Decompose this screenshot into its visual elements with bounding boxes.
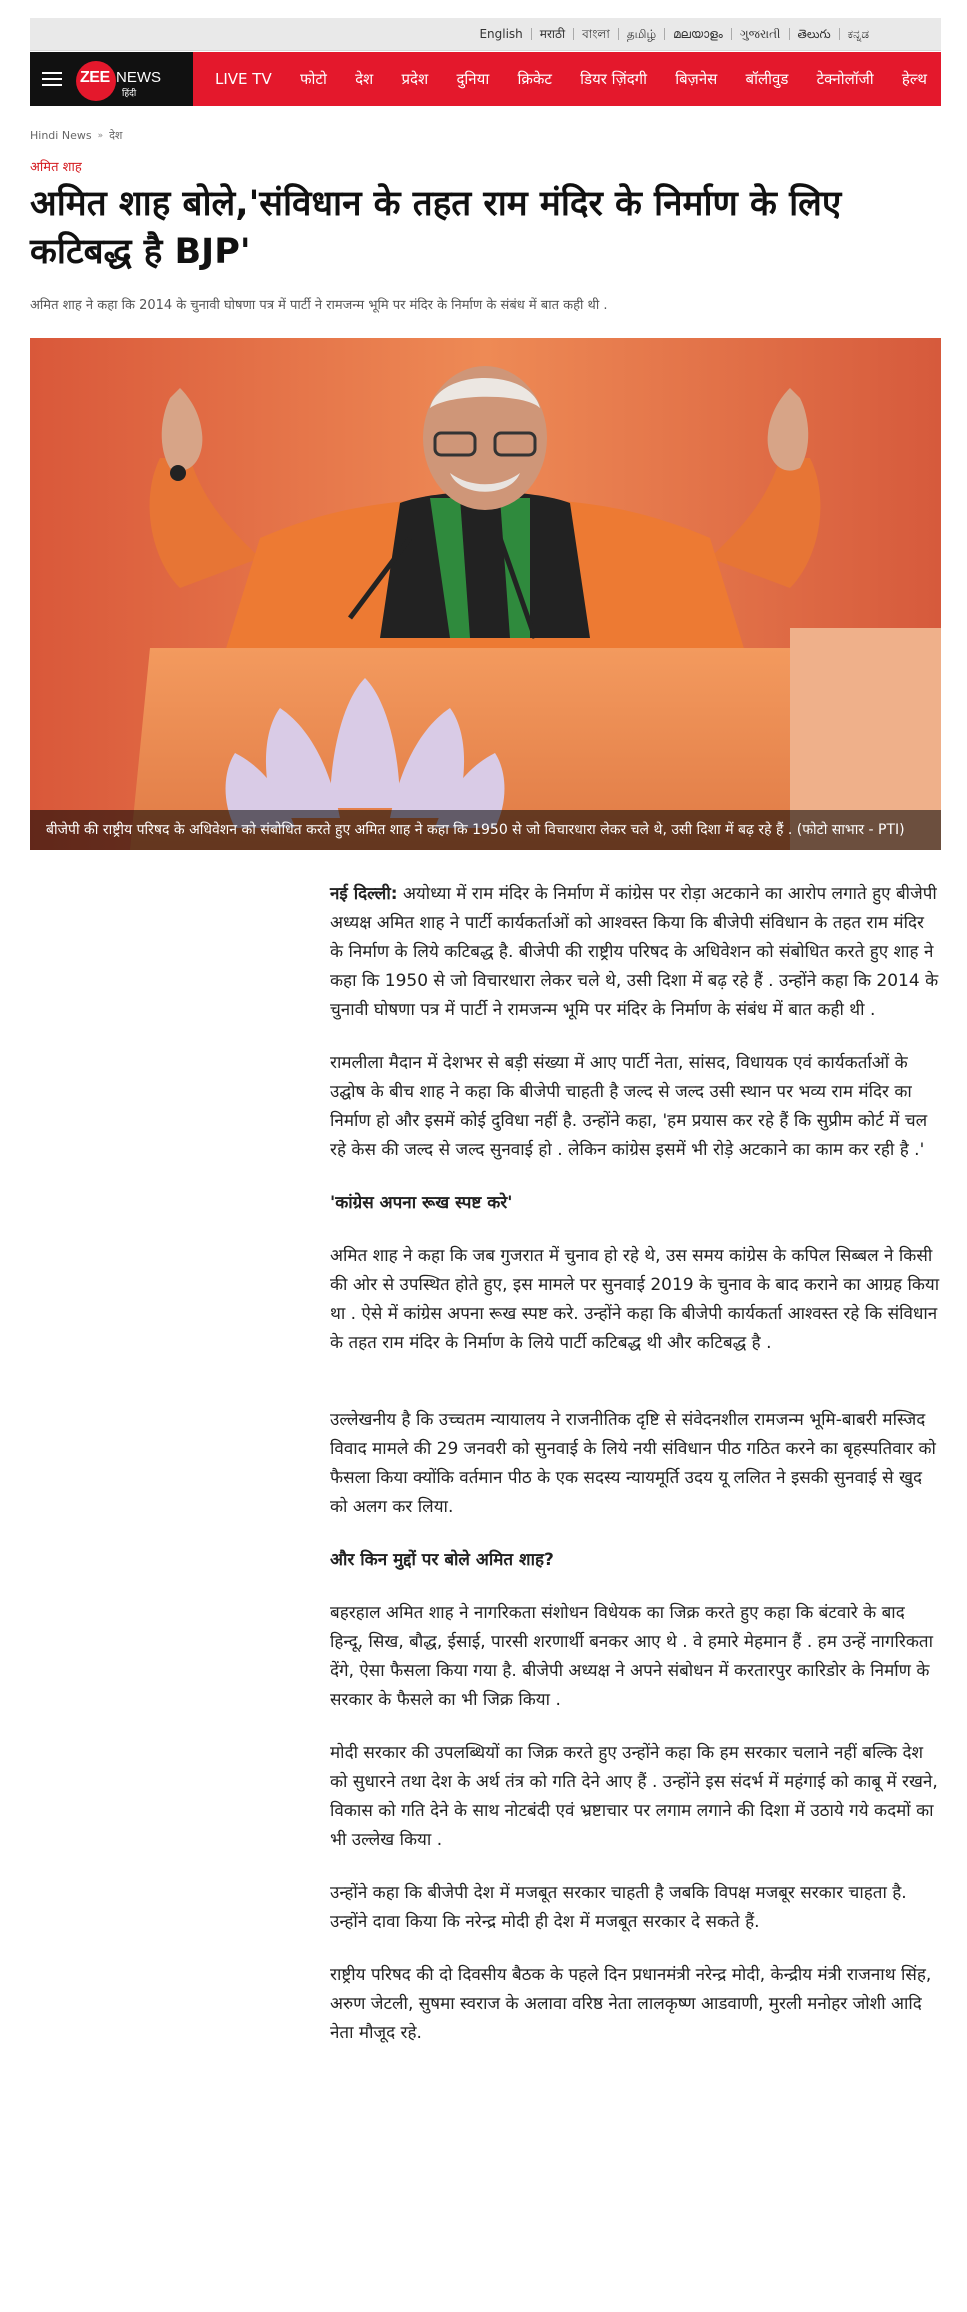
language-bar	[30, 18, 941, 51]
article-subheading: और किन मुद्दों पर बोले अमित शाह?	[330, 1550, 554, 1570]
dateline: नई दिल्ली:	[330, 884, 398, 904]
main-nav	[30, 52, 941, 106]
hero-caption: बीजेपी की राष्ट्रीय परिषद के अधिवेशन को संबोधित करते हुए अमित शाह ने कहा कि 1950 से जो विचारधारा लेकर चले थे, उसी दिशा में बढ़ रहे हैं . (फोटो साभार - PTI)	[30, 810, 941, 850]
language-link-english[interactable]: English	[471, 28, 531, 40]
language-link-marathi[interactable]: मराठी	[532, 28, 574, 40]
nav-item-pradesh[interactable]: प्रदेश	[401, 70, 429, 88]
topic-tag[interactable]: अमित शाह	[30, 160, 82, 175]
nav-item-photo[interactable]: फोटो	[299, 70, 327, 88]
nav-item-health[interactable]: हेल्थ	[901, 70, 927, 88]
article-paragraph	[330, 880, 940, 1025]
nav-item-business[interactable]: बिज़नेस	[675, 70, 718, 88]
paragraph-text: अयोध्या में राम मंदिर के निर्माण में कांग्रेस पर रोड़ा अटकाने का आरोप लगाते हुए बीजेपी अध्यक्ष अमित शाह ने पार्टी कार्यकर्ताओं को आश्वस्त किया कि बीजेपी संविधान के तहत राम मंदिर के निर्माण के लिये कटिबद्ध है. बीजेपी की राष्ट्रीय परिषद के अधिवेशन को संबोधित करते हुए शाह ने कहा कि 1950 से जो विचारधारा लेकर चले थे, उसी दिशा में बढ़ रहे हैं . उन्होंने कहा कि 2014 के चुनावी घोषणा पत्र में पार्टी ने रामजन्म भूमि पर मंदिर के निर्माण के संबंध में बात कही थी .	[330, 884, 939, 1020]
zee-news-logo[interactable]	[76, 59, 172, 99]
nav-item-duniya[interactable]: दुनिया	[456, 70, 490, 88]
nav-item-dear-zindagi[interactable]: डियर ज़िंदगी	[580, 70, 647, 88]
nav-item-live-tv[interactable]: LIVE TV	[215, 70, 272, 88]
article-headline: अमित शाह बोले,'संविधान के तहत राम मंदिर के निर्माण के लिए कटिबद्ध है BJP'	[30, 184, 842, 272]
language-link-kannada[interactable]: ಕನ್ನಡ	[847, 27, 869, 41]
language-link-telugu[interactable]: తెలుగు	[790, 28, 840, 40]
article-paragraph: मोदी सरकार की उपलब्धियों का जिक्र करते हुए उन्होंने कहा कि हम सरकार चलाने नहीं बल्कि देश को सुधारने तथा देश के अर्थ तंत्र को गति देने आए हैं . उन्होंने इस संदर्भ में महंगाई को काबू में रखने, विकास को गति देने के साथ नोटबंदी एवं भ्रष्टाचार पर लगाम लगाने की दिशा में उठाये गये कदमों का भी उल्लेख किया .	[330, 1743, 938, 1850]
article-paragraph: बहरहाल अमित शाह ने नागरिकता संशोधन विधेयक का जिक्र करते हुए कहा कि बंटवारे के बाद हिन्दू, सिख, बौद्ध, ईसाई, पारसी शरणार्थी बनकर आए थे . वे हमारे मेहमान हैं . हम उन्हें नागरिकता देंगे, ऐसा फैसला किया गया है. बीजेपी अध्यक्ष ने अपने संबोधन में करतारपुर कारिडोर के निर्माण के सरकार के फैसले का भी जिक्र किया .	[330, 1603, 934, 1710]
hamburger-menu-icon[interactable]	[42, 72, 62, 86]
breadcrumb-home[interactable]: Hindi News	[30, 129, 92, 142]
article-paragraph: अमित शाह ने कहा कि जब गुजरात में चुनाव हो रहे थे, उस समय कांग्रेस के कपिल सिब्बल ने किसी की ओर से उपस्थित होते हुए, इस मामले पर सुनवाई 2019 के चुनाव के बाद कराने का आग्रह किया था . ऐसे में कांग्रेस अपना रूख स्पष्ट करे. उन्होंने कहा कि बीजेपी कार्यकर्ता आश्वस्त रहे कि संविधान के तहत राम मंदिर के निर्माण के लिये पार्टी कटिबद्ध थी और कटिबद्ध है .	[330, 1246, 940, 1353]
logo-brand-text: ZEE	[80, 69, 110, 86]
breadcrumb	[30, 128, 122, 143]
article-summary: अमित शाह ने कहा कि 2014 के चुनावी घोषणा पत्र में पार्टी ने रामजन्म भूमि पर मंदिर के निर्माण के संबंध में बात कही थी .	[30, 298, 608, 313]
logo-hindi-text: हिंदी	[122, 89, 137, 99]
logo-news-text: NEWS	[116, 69, 161, 86]
article-paragraph: उन्होंने कहा कि बीजेपी देश में मजबूत सरकार चाहती है जबकि विपक्ष मजबूर सरकार चाहता है. उन्होंने दावा किया कि नरेन्द्र मोदी ही देश में मजबूत सरकार दे सकते हैं.	[330, 1883, 907, 1932]
nav-item-bollywood[interactable]: बॉलीवुड	[745, 70, 789, 88]
nav-item-desh[interactable]: देश	[355, 70, 374, 88]
article-paragraph: राष्ट्रीय परिषद की दो दिवसीय बैठक के पहले दिन प्रधानमंत्री नरेन्द्र मोदी, केन्द्रीय मंत्री राजनाथ सिंह, अरुण जेटली, सुषमा स्वराज के अलावा वरिष्ठ नेता लालकृष्ण आडवाणी, मुरली मनोहर जोशी आदि नेता मौजूद रहे.	[330, 1965, 932, 2043]
article-subheading: 'कांग्रेस अपना रूख स्पष्ट करे'	[330, 1193, 513, 1213]
hero-photo	[30, 338, 941, 850]
nav-item-technology[interactable]: टेक्नोलॉजी	[816, 70, 874, 88]
language-link-gujarati[interactable]: ગુજરાતી	[732, 28, 790, 40]
nav-menu	[193, 52, 941, 106]
breadcrumb-section[interactable]: देश	[109, 129, 123, 142]
language-link-malayalam[interactable]: മലയാളം	[665, 28, 732, 40]
article-paragraph: रामलीला मैदान में देशभर से बड़ी संख्या में आए पार्टी नेता, सांसद, विधायक एवं कार्यकर्ताओं के उद्घोष के बीच शाह ने कहा कि बीजेपी चाहती है जल्द से जल्द उसी स्थान पर भव्य राम मंदिर का निर्माण हो और इसमें कोई दुविधा नहीं है. उन्होंने कहा, 'हम प्रयास कर रहे हैं कि सुप्रीम कोर्ट में चल रहे केस की जल्द से जल्द सुनवाई हो . लेकिन कांग्रेस इसमें भी रोड़े अटकाने का काम कर रही है .'	[330, 1053, 928, 1160]
language-link-tamil[interactable]: தமிழ்	[619, 28, 665, 40]
hero-image	[30, 338, 941, 850]
article-body	[330, 880, 940, 2072]
nav-item-cricket[interactable]: क्रिकेट	[517, 70, 552, 88]
spacer	[330, 1382, 940, 1406]
language-link-bangla[interactable]: বাংলা	[574, 28, 619, 40]
breadcrumb-separator: »	[97, 130, 104, 141]
article-paragraph: उल्लेखनीय है कि उच्चतम न्यायालय ने राजनीतिक दृष्टि से संवेदनशील रामजन्म भूमि-बाबरी मस्जिद विवाद मामले की 29 जनवरी को सुनवाई के लिये नयी संविधान पीठ गठित करने का बृहस्पतिवार को फैसला किया क्योंकि वर्तमान पीठ के एक सदस्य न्यायमूर्ति उदय यू ललित ने इसकी सुनवाई से खुद को अलग कर लिया.	[330, 1410, 936, 1517]
logo-area	[30, 52, 193, 106]
